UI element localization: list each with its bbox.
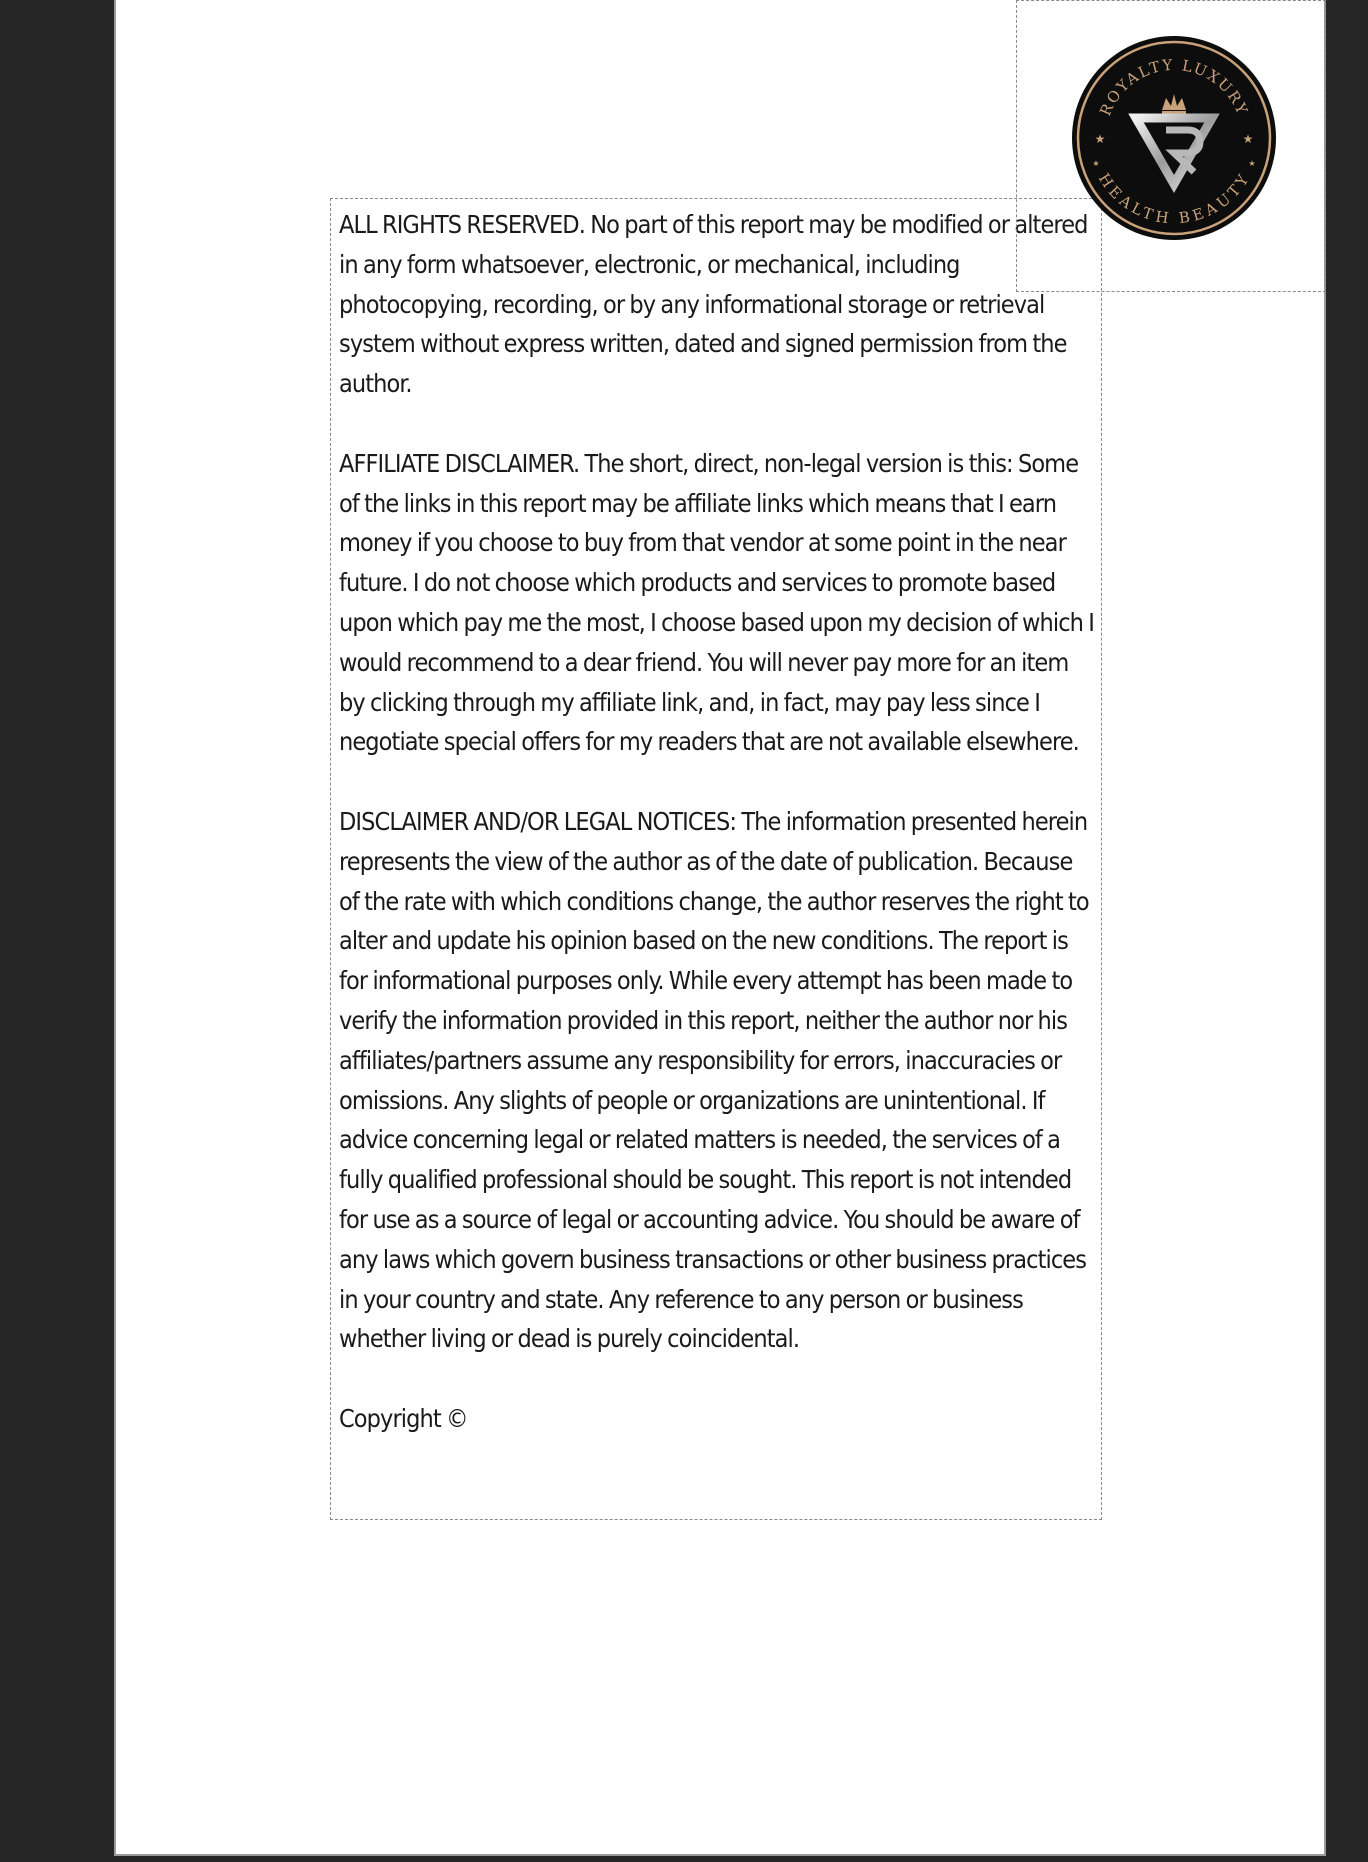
- logo-bottom-text: HEALTH BEAUTY: [1094, 170, 1254, 228]
- affiliate-disclaimer-paragraph: AFFILIATE DISCLAIMER. The short, direct, non-legal version is this: Some of the links in this report may be affiliate links which means that I earn money if you choose to buy from that vendor at some point in the near future. I do not choose which products and services to promote based upon which pay me the most, I choose based upon my decision of which I would recommend to a dear friend. You will never pay more for an item by clicking through my affiliate link, and, in fact, may pay less since I negotiate special offers for my readers that are not available elsewhere.: [339, 448, 1094, 757]
- legal-notices-paragraph: DISCLAIMER AND/OR LEGAL NOTICES: The information presented herein represents the view of the author as of the date of publication. Because of the rate with which conditions change, the author reserves the right to alter and update his opinion based on the new conditions. The report is for informational purposes only. While every attempt has been made to verify the information provided in this report, neither the author nor his affiliates/partners assume any responsibility for errors, inaccuracies or omissions. Any slights of people or organizations are unintentional. If advice concerning legal or related matters is needed, the services of a fully qualified professional should be sought. This report is not intended for use as a source of legal or accounting advice. You should be aware of any laws which govern business transactions or other business practices in your country and state. Any reference to any person or business whether living or dead is purely coincidental.: [339, 806, 1089, 1354]
- star-small-right-icon: ★: [1248, 159, 1256, 168]
- star-left-icon: ★: [1094, 132, 1106, 146]
- document-page: [114, 0, 1326, 1856]
- body-text: [339, 205, 1097, 1439]
- star-small-left-icon: ★: [1092, 159, 1100, 168]
- logo-top-text: ROYALTY LUXURY: [1096, 55, 1252, 119]
- text-frame[interactable]: [330, 198, 1102, 1520]
- star-right-icon: ★: [1242, 132, 1254, 146]
- brand-logo: [1070, 34, 1278, 242]
- copyright-line: Copyright ©: [339, 1403, 468, 1433]
- rights-reserved-paragraph: ALL RIGHTS RESERVED. No part of this report may be modified or altered in any form whatsoever, electronic, or mechanical, including photocopying, recording, or by any informational storage or retrieval system without express written, dated and signed permission from the author.: [339, 210, 1088, 399]
